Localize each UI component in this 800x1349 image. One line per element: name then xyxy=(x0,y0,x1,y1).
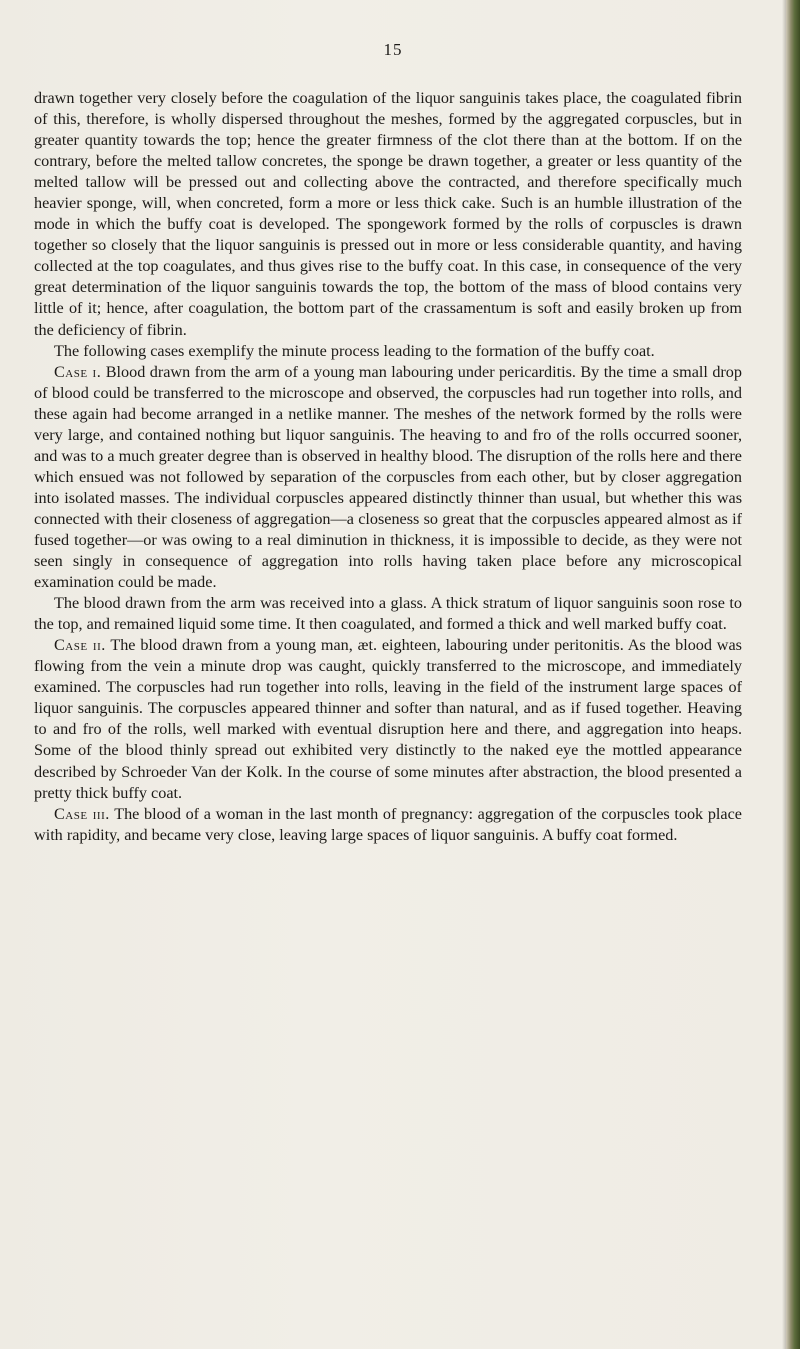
paragraph-case-2 xyxy=(34,635,742,803)
paragraph-case-3 xyxy=(34,804,742,846)
book-spine-edge xyxy=(786,0,800,1349)
paragraph-case-1 xyxy=(34,362,742,594)
case-1-label: Case i. xyxy=(54,362,102,381)
paragraph-intro: drawn together very closely before the coagulation of the liquor sanguinis takes place, the coagulated fibrin of this, therefore, is wholly dispersed throughout the meshes, formed by the aggregated corpuscles, but in greater quantity towards the top; hence the greater firmness of the clot there than at the bottom. If on the contrary, before the melted tallow concretes, the sponge be drawn together, a greater or less quantity of the melted tallow will be pressed out and collecting above the contracted, and therefore specifically much heavier sponge, will, when concreted, form a more or less thick cake. Such is an humble illustration of the mode in which the buffy coat is developed. The spongework formed by the rolls of corpuscles is drawn together so closely that the liquor sanguinis is pressed out in more or less considerable quantity, and having collected at the top coagulates, and thus gives rise to the buffy coat. In this case, in consequence of the very great determination of the liquor sanguinis towards the top, the bottom of the mass of blood contains very little of it; hence, after coagulation, the bottom part of the crassamentum is soft and easily broken up from the deficiency of fibrin. xyxy=(34,89,742,339)
case-3-text: The blood of a woman in the last month of pregnancy: aggregation of the corpuscles took place with rapidity, and became very close, leaving large spaces of liquor sanguinis. A buffy coat formed. xyxy=(34,804,742,844)
case-1-text: Blood drawn from the arm of a young man labouring under pericarditis. By the time a small drop of blood could be transferred to the microscope and observed, the corpuscles had run together into rolls, and these again had become arranged in a netlike manner. The meshes of the network formed by the rolls were very large, and contained nothing but liquor sanguinis. The heaving to and fro of the rolls occurred sooner, and was to a much greater degree than is observed in healthy blood. The disruption of the rolls here and there which ensued was not followed by separation of the corpuscles from each other, but by closer aggregation into isolated masses. The individual corpuscles appeared distinctly thinner than usual, but whether this was connected with their closeness of aggregation—a closeness so great that the corpuscles appeared almost as if fused together—or was owing to a real diminution in thickness, it is impossible to decide, as they were not seen singly in consequence of aggregation into rolls having taken place before any microscopical examination could be made. xyxy=(34,362,742,592)
page-number: 15 xyxy=(383,40,403,59)
case-2-label: Case ii. xyxy=(54,636,106,655)
paragraph-following-cases: The following cases exemplify the minute process leading to the formation of the buffy coat. xyxy=(54,341,655,360)
case-2-text: The blood drawn from a young man, æt. eighteen, labouring under peritonitis. As the blood was flowing from the vein a minute drop was caught, quickly transferred to the microscope, and immediately examined. The corpuscles had run together into rolls, leaving in the field of the instrument large spaces of liquor sanguinis. The corpuscles appeared thinner and softer than natural, and as if fused together. Heaving to and fro of the rolls, well marked with eventual disruption here and there, and aggregation into heaps. Some of the blood thinly spread out exhibited very distinctly to the naked eye the mottled appearance described by Schroeder Van der Kolk. In the course of some minutes after abstraction, the blood presented a pretty thick buffy coat. xyxy=(34,636,742,802)
case-3-label: Case iii. xyxy=(54,804,110,823)
paragraph-case-1-continued: The blood drawn from the arm was received into a glass. A thick stratum of liquor sanguinis soon rose to the top, and remained liquid some time. It then coagulated, and formed a thick and well marked buffy coat. xyxy=(34,594,742,634)
body-text xyxy=(34,88,742,846)
